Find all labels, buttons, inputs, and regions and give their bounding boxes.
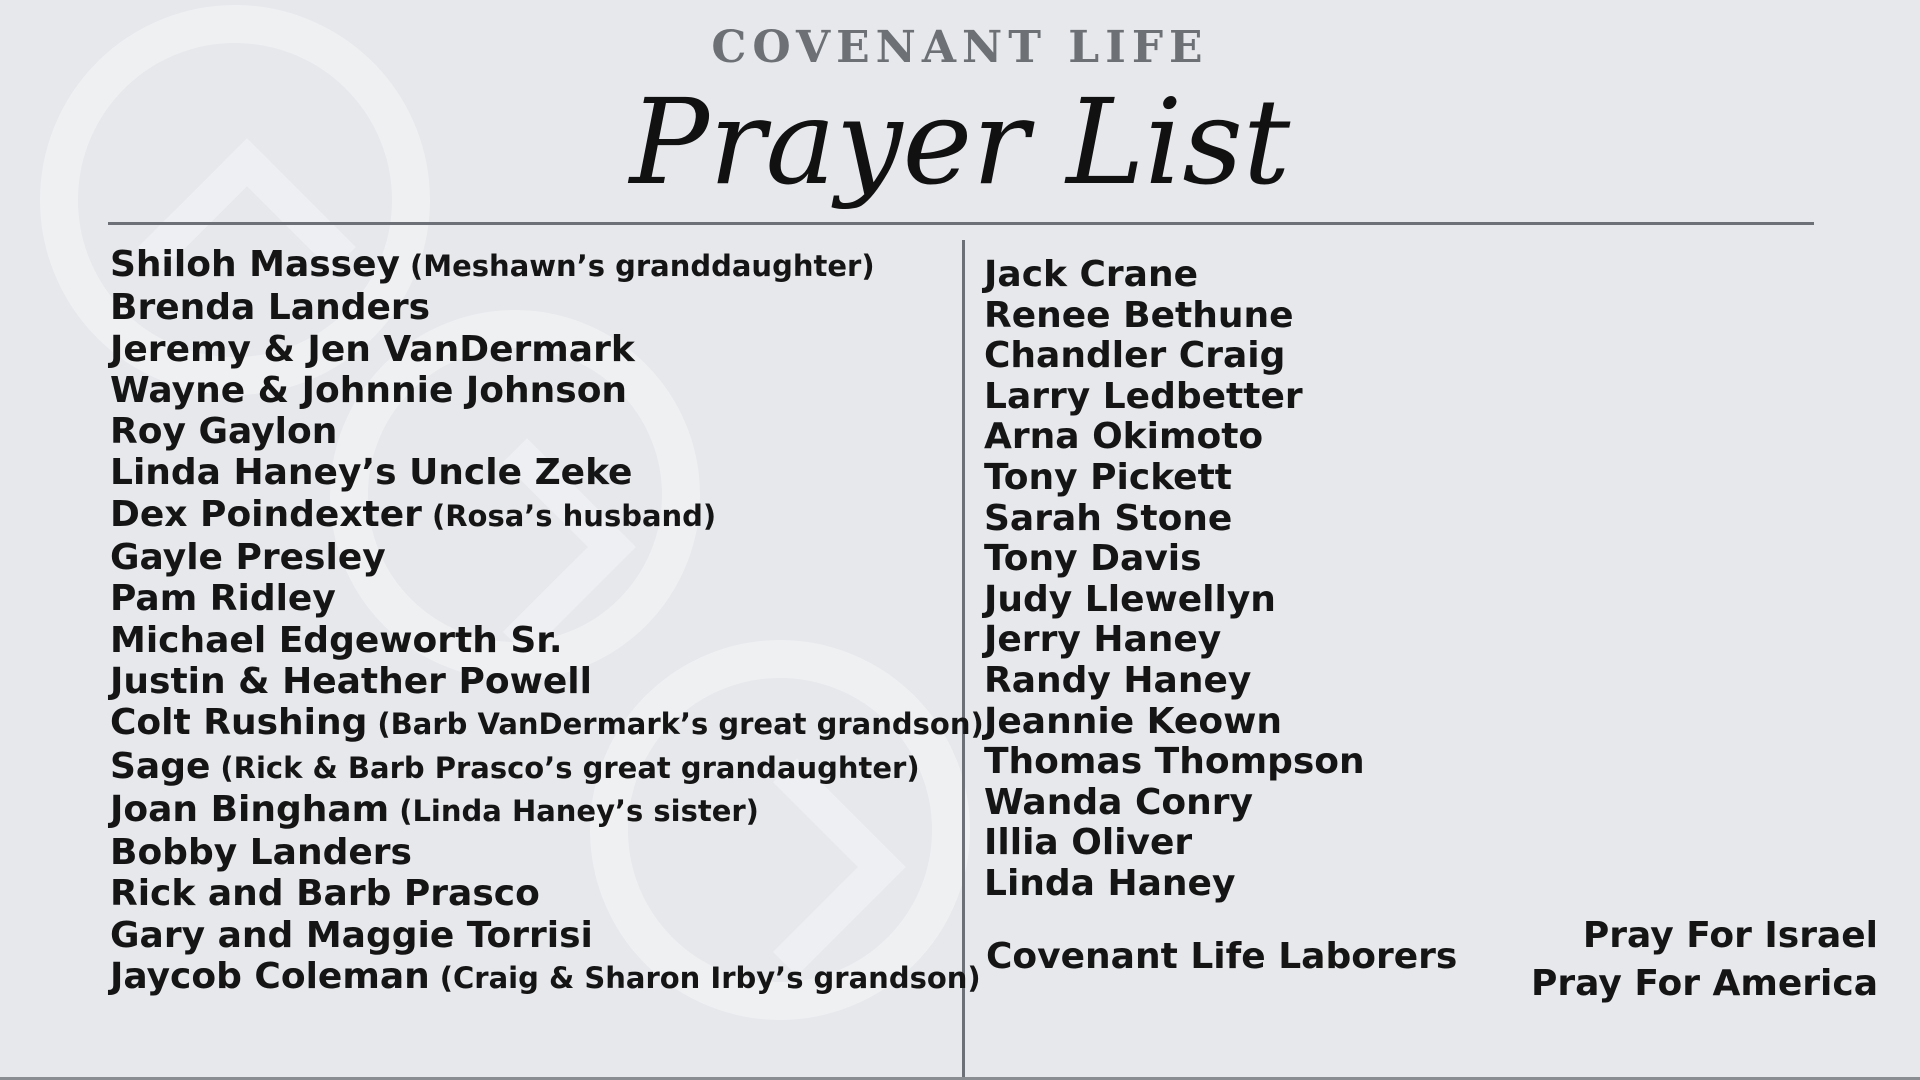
prayer-note: (Barb VanDermark’s great grandson) [377,707,984,742]
prayer-name: Justin & Heather Powell [110,660,592,702]
prayer-list-item: Linda Haney [984,862,1236,904]
prayer-list-item [110,329,984,370]
prayer-name: Linda Haney’s Uncle Zeke [110,452,633,494]
header-divider [108,222,1814,225]
prayer-name: Michael Edgeworth Sr. [110,619,563,661]
prayer-list-item [110,537,984,578]
prayer-list-item [110,452,984,493]
prayer-name: Roy Gaylon [110,411,338,453]
prayer-name: Brenda Landers [110,287,431,329]
prayer-list-item [110,244,984,287]
prayer-note: (Linda Haney’s sister) [399,793,759,828]
prayer-name: Colt Rushing [110,702,368,744]
prayer-name: Bobby Landers [110,832,412,874]
prayer-name: Dex Poindexter [110,493,422,535]
prayer-name: Pam Ridley [110,578,336,620]
prayer-name: Jaycob Coleman [110,956,430,998]
prayer-list-item [110,832,984,873]
prayer-list-item [110,411,984,452]
prayer-list-item [110,956,984,999]
prayer-name: Gary and Maggie Torrisi [110,914,593,956]
prayer-list-item: Larry Ledbetter [984,375,1303,417]
prayer-list-item: Chandler Craig [984,335,1286,377]
prayer-note: (Meshawn’s granddaughter) [410,249,875,283]
prayer-list-item: Thomas Thompson [984,741,1365,783]
prayer-list-item: Jerry Haney [984,619,1222,661]
prayer-list-item [110,578,984,619]
prayer-list-item: Jack Crane [984,254,1199,295]
right-prayer-column [984,255,1365,905]
prayer-note: (Rick & Barb Prasco’s great grandaughter) [220,750,920,785]
prayer-list-item [110,873,984,914]
pray-america: Pray For America [1531,963,1878,1004]
prayer-list-item: Tony Pickett [984,456,1233,498]
prayer-list-item: Arna Okimoto [984,416,1264,458]
prayer-name: Jeremy & Jen VanDermark [110,328,635,370]
prayer-list-item [110,746,984,789]
prayer-list-item: Wanda Conry [984,781,1253,823]
prayer-note: (Craig & Sharon Irby’s grandson) [439,961,981,996]
pray-israel: Pray For Israel [1582,915,1878,956]
prayer-name: Joan Bingham [110,788,390,830]
left-prayer-column [110,244,984,999]
prayer-list-item: Judy Llewellyn [984,578,1276,620]
prayer-name: Rick and Barb Prasco [110,873,540,915]
prayer-list-item: Tony Davis [984,538,1202,580]
prayer-list-item [110,620,984,661]
prayer-list-item: Illia Oliver [984,822,1193,864]
page-title: Prayer List [629,73,1291,211]
prayer-list-item [110,661,984,702]
prayer-list-item [110,915,984,956]
laborers-label: Covenant Life Laborers [986,936,1458,977]
prayer-list-item [110,494,984,537]
prayer-list-item [110,702,984,745]
prayer-list-item: Sarah Stone [984,497,1233,539]
prayer-list-item [110,789,984,832]
prayer-name: Wayne & Johnnie Johnson [110,369,628,411]
prayer-list-item [110,287,984,328]
prayer-list-item: Jeannie Keown [984,700,1282,742]
prayer-note: (Rosa’s husband) [431,498,717,533]
brand-name: COVENANT LIFE [711,22,1209,73]
prayer-name: Gayle Presley [110,537,386,579]
pray-for-block [1531,912,1878,1008]
prayer-list-item [110,370,984,411]
prayer-name: Shiloh Massey [110,244,400,285]
prayer-list-item: Randy Haney [984,659,1252,701]
prayer-list-item: Renee Bethune [984,294,1294,336]
prayer-name: Sage [110,745,211,787]
